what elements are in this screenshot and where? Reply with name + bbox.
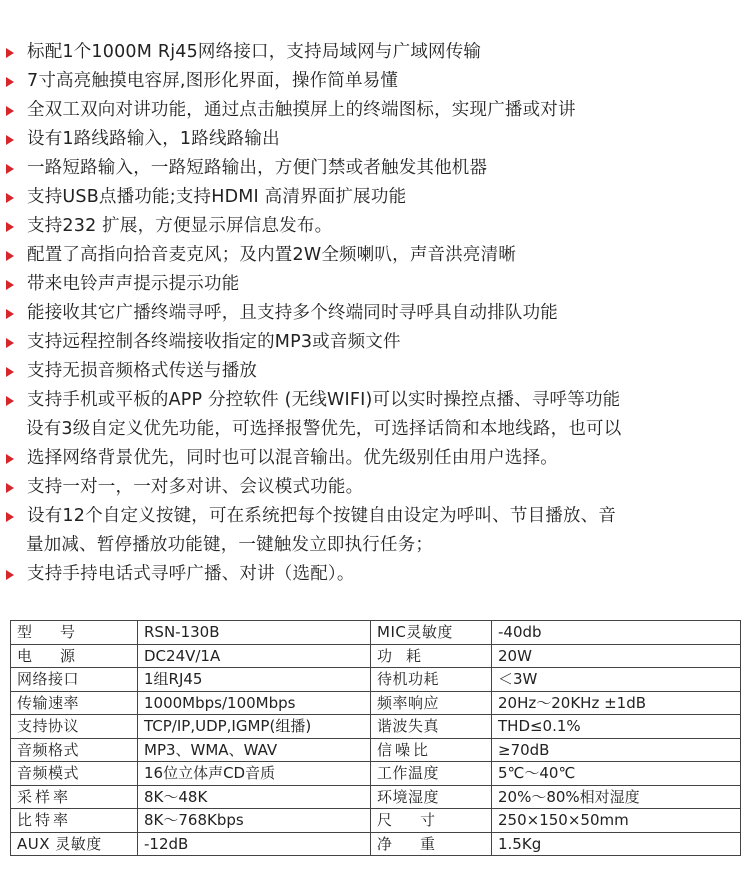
spec-value: 16位立体声CD音质 — [138, 762, 371, 786]
red-triangle-bullet-icon — [6, 193, 14, 203]
red-triangle-bullet-icon — [6, 512, 14, 522]
table-row — [11, 715, 741, 739]
spec-label: 网络接口 — [11, 668, 138, 692]
red-triangle-bullet-icon — [6, 222, 14, 232]
feature-list — [0, 38, 750, 589]
feature-item: 一路短路输入，一路短路输出，方便门禁或者触发其他机器 — [0, 154, 750, 183]
spec-label: 支持协议 — [11, 715, 138, 739]
red-triangle-bullet-icon — [6, 280, 14, 290]
red-triangle-bullet-icon — [6, 483, 14, 493]
table-row — [11, 621, 741, 645]
spec-label: 比特率 — [11, 809, 138, 833]
feature-item: 全双工双向对讲功能，通过点击触摸屏上的终端图标，实现广播或对讲 — [0, 96, 750, 125]
spec-value: DC24V/1A — [138, 644, 371, 668]
spec-value: 20%～80%相对湿度 — [492, 785, 741, 809]
red-triangle-bullet-icon — [6, 135, 14, 145]
spec-value: -40db — [492, 621, 741, 645]
spec-label: 净重 — [371, 832, 492, 856]
red-triangle-bullet-icon — [6, 570, 14, 580]
feature-item: 支持远程控制各终端接收指定的MP3或音频文件 — [0, 328, 750, 357]
spec-label: 音频模式 — [11, 762, 138, 786]
table-row — [11, 832, 741, 856]
red-triangle-bullet-icon — [6, 454, 14, 464]
spec-label: 环境湿度 — [371, 785, 492, 809]
spec-label: 工作温度 — [371, 762, 492, 786]
spec-value: 1000Mbps/100Mbps — [138, 691, 371, 715]
feature-item: 能接收其它广播终端寻呼，且支持多个终端同时寻呼具自动排队功能 — [0, 299, 750, 328]
feature-item: 配置了高指向拾音麦克风；及内置2W全频喇叭，声音洪亮清晰 — [0, 241, 750, 270]
spec-value: TCP/IP,UDP,IGMP(组播) — [138, 715, 371, 739]
feature-item-continued: 量加减、暂停播放功能键，一键触发立即执行任务； — [26, 535, 434, 555]
spec-value: ≥70dB — [492, 738, 741, 762]
red-triangle-bullet-icon — [6, 77, 14, 87]
spec-label: 型号 — [11, 621, 138, 645]
feature-item: 支持USB点播功能;支持HDMI 高清界面扩展功能 — [0, 183, 750, 212]
spec-label: AUX 灵敏度 — [11, 832, 138, 856]
table-row — [11, 644, 741, 668]
feature-item: 支持无损音频格式传送与播放 — [0, 357, 750, 386]
spec-value: 20Hz～20KHz ±1dB — [492, 691, 741, 715]
feature-item: 设有12个自定义按键，可在系统把每个按键自由设定为呼叫、节目播放、音 — [0, 502, 750, 531]
table-row — [11, 809, 741, 833]
spec-value: 20W — [492, 644, 741, 668]
feature-item: 带来电铃声声提示提示功能 — [0, 270, 750, 299]
feature-item-continued: 设有3级自定义优先功能，可选择报警优先，可选择话筒和本地线路，也可以 — [26, 419, 622, 439]
spec-label: MIC灵敏度 — [371, 621, 492, 645]
spec-label: 信噪比 — [371, 738, 492, 762]
spec-table — [10, 620, 741, 856]
spec-value: 250×150×50mm — [492, 809, 741, 833]
spec-value: 1.5Kg — [492, 832, 741, 856]
spec-value: ＜3W — [492, 668, 741, 692]
feature-item: 支持一对一，一对多对讲、会议模式功能。 — [0, 473, 750, 502]
spec-value: 8K～768Kbps — [138, 809, 371, 833]
red-triangle-bullet-icon — [6, 367, 14, 377]
spec-label: 采样率 — [11, 785, 138, 809]
spec-label: 尺寸 — [371, 809, 492, 833]
table-row — [11, 785, 741, 809]
spec-label: 谐波失真 — [371, 715, 492, 739]
spec-value: 8K～48K — [138, 785, 371, 809]
feature-item: 选择网络背景优先，同时也可以混音输出。优先级别任由用户选择。 — [0, 444, 750, 473]
spec-value: RSN-130B — [138, 621, 371, 645]
red-triangle-bullet-icon — [6, 48, 14, 58]
spec-label: 音频格式 — [11, 738, 138, 762]
red-triangle-bullet-icon — [6, 106, 14, 116]
table-row — [11, 668, 741, 692]
feature-item: 支持手持电话式寻呼广播、对讲（选配）。 — [0, 560, 750, 589]
feature-item: 支持手机或平板的APP 分控软件 (无线WIFI)可以实时操控点播、寻呼等功能 — [0, 386, 750, 415]
spec-label: 电源 — [11, 644, 138, 668]
red-triangle-bullet-icon — [6, 338, 14, 348]
red-triangle-bullet-icon — [6, 251, 14, 261]
spec-value: MP3、WMA、WAV — [138, 738, 371, 762]
feature-item: 7寸高亮触摸电容屏,图形化界面，操作简单易懂 — [0, 67, 750, 96]
feature-item: 支持232 扩展，方便显示屏信息发布。 — [0, 212, 750, 241]
red-triangle-bullet-icon — [6, 309, 14, 319]
spec-label: 功耗 — [371, 644, 492, 668]
spec-value: THD≤0.1% — [492, 715, 741, 739]
red-triangle-bullet-icon — [6, 164, 14, 174]
spec-value: 1组RJ45 — [138, 668, 371, 692]
red-triangle-bullet-icon — [6, 396, 14, 406]
table-row — [11, 738, 741, 762]
spec-value: 5℃～40℃ — [492, 762, 741, 786]
feature-item: 设有1路线路输入，1路线路输出 — [0, 125, 750, 154]
spec-label: 传输速率 — [11, 691, 138, 715]
spec-value: -12dB — [138, 832, 371, 856]
table-row — [11, 762, 741, 786]
table-row — [11, 691, 741, 715]
spec-label: 待机功耗 — [371, 668, 492, 692]
spec-label: 频率响应 — [371, 691, 492, 715]
feature-item: 标配1个1000M Rj45网络接口，支持局域网与广域网传输 — [0, 38, 750, 67]
